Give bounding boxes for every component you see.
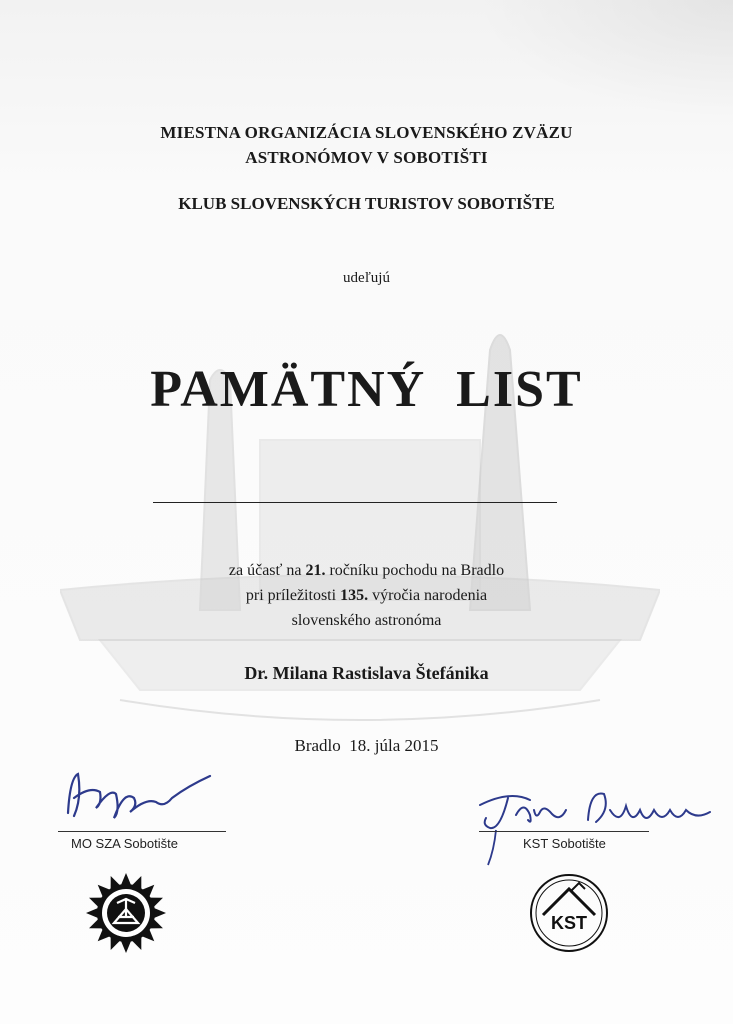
body-line-2-prefix: pri príležitosti bbox=[245, 587, 337, 604]
right-signature-label: KST Sobotište bbox=[523, 836, 606, 851]
left-signature bbox=[60, 768, 220, 828]
scan-shadow bbox=[473, 0, 733, 120]
organizer-line-2: ASTRONÓMOV V SOBOTIŠTI bbox=[245, 148, 488, 167]
title-rule bbox=[153, 502, 557, 503]
edition-number: 21. bbox=[305, 562, 326, 579]
certificate-title: PAMÄTNÝ LIST bbox=[150, 361, 583, 418]
body-line-1 bbox=[0, 558, 733, 583]
sza-sun-logo-icon bbox=[84, 871, 168, 955]
body-line-3: slovenského astronóma bbox=[291, 612, 442, 629]
right-signature bbox=[470, 770, 720, 870]
organizer-line-1: MIESTNA ORGANIZÁCIA SLOVENSKÉHO ZVÄZU bbox=[160, 123, 573, 142]
left-signature-line bbox=[58, 831, 226, 832]
grants-text: udeľujú bbox=[343, 270, 390, 286]
body-line-2 bbox=[0, 583, 733, 608]
kst-logo-text: KST bbox=[551, 913, 587, 933]
left-signature-label: MO SZA Sobotište bbox=[71, 836, 178, 851]
right-signature-line bbox=[479, 831, 649, 832]
club-heading: KLUB SLOVENSKÝCH TURISTOV SOBOTIŠTE bbox=[178, 194, 555, 213]
kst-logo-icon bbox=[527, 871, 611, 955]
certificate-body bbox=[0, 558, 733, 633]
honoree-name: Dr. Milana Rastislava Štefánika bbox=[244, 663, 489, 683]
anniversary-number: 135. bbox=[340, 587, 369, 604]
body-line-2-suffix: výročia narodenia bbox=[372, 587, 488, 604]
body-line-1-suffix: ročníku pochodu na Bradlo bbox=[329, 562, 505, 579]
body-line-1-prefix: za účasť na bbox=[228, 562, 302, 579]
organizer-heading bbox=[0, 120, 733, 170]
place-date: Bradlo 18. júla 2015 bbox=[294, 736, 439, 755]
